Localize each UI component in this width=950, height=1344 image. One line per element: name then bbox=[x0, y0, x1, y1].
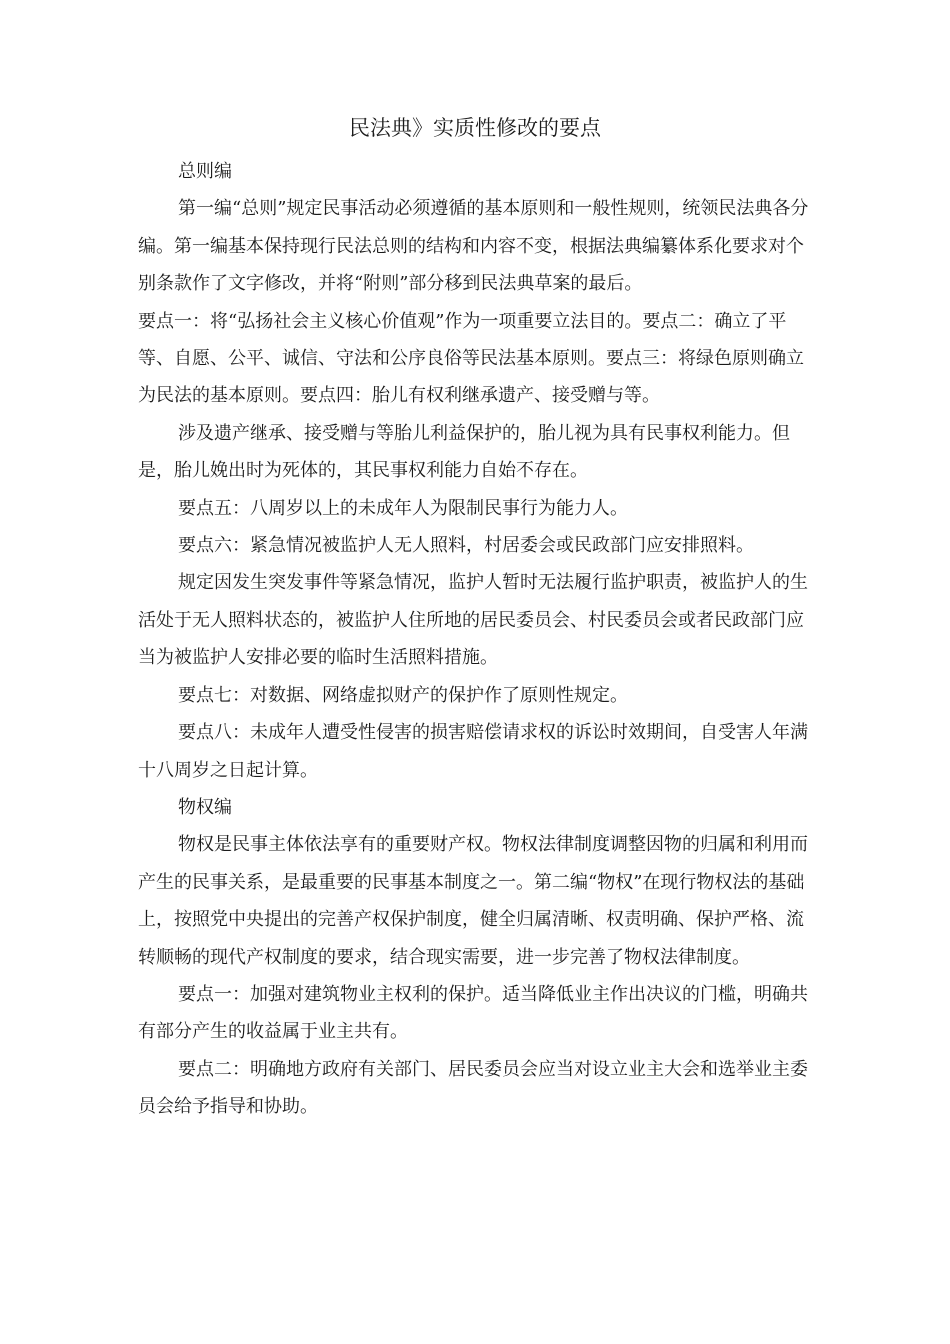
paragraph: 要点五：八周岁以上的未成年人为限制民事行为能力人。 bbox=[178, 497, 628, 519]
paragraph: 第一编“总则”规定民事活动必须遵循的基本原则和一般性规则，统领民法典各分编。第一编基本保持现行民法总则的结构和内容不变，根据法典编纂体系化要求对个别条款作了文字修改，并将“附则”部分移到民法典草案的最后。 bbox=[138, 198, 809, 295]
section-heading-property: 物权编 bbox=[178, 796, 232, 818]
paragraph: 物权是民事主体依法享有的重要财产权。物权法律制度调整因物的归属和利用而产生的民事关系，是最重要的民事基本制度之一。第二编“物权”在现行物权法的基础上，按照党中央提出的完善产权保护制度，健全归属清晰、权责明确、保护严格、流转顺畅的现代产权制度的要求，结合现实需要，进一步完善了物权法律制度。 bbox=[138, 834, 808, 968]
paragraph: 规定因发生突发事件等紧急情况，监护人暂时无法履行监护职责，被监护人的生活处于无人照料状态的，被监护人住所地的居民委员会、村民委员会或者民政部门应当为被监护人安排必要的临时生活照料措施。 bbox=[138, 572, 808, 669]
paragraph: 要点一：加强对建筑物业主权利的保护。适当降低业主作出决议的门槛，明确共有部分产生的收益属于业主共有。 bbox=[138, 983, 808, 1043]
document-title: 民法典》实质性修改的要点 bbox=[349, 116, 601, 140]
document-body bbox=[138, 153, 818, 1126]
paragraph: 要点六：紧急情况被监护人无人照料，村居委会或民政部门应安排照料。 bbox=[178, 535, 754, 557]
section-heading-general: 总则编 bbox=[178, 161, 232, 182]
paragraph: 要点七：对数据、网络虚拟财产的保护作了原则性规定。 bbox=[178, 684, 628, 706]
paragraph: 要点二：明确地方政府有关部门、居民委员会应当对设立业主大会和选举业主委员会给予指导和协助。 bbox=[138, 1058, 808, 1118]
paragraph: 要点八：未成年人遭受性侵害的损害赔偿请求权的诉讼时效期间，自受害人年满十八周岁之日起计算。 bbox=[138, 722, 808, 781]
paragraph: 要点一：将“弘扬社会主义核心价值观”作为一项重要立法目的。要点二：确立了平等、自愿、公平、诚信、守法和公序良俗等民法基本原则。要点三：将绿色原则确立为民法的基本原则。要点四：胎儿有权利继承遗产、接受赠与等。 bbox=[138, 310, 804, 407]
paragraph: 涉及遗产继承、接受赠与等胎儿利益保护的，胎儿视为具有民事权利能力。但是，胎儿娩出时为死体的，其民事权利能力自始不存在。 bbox=[138, 422, 790, 482]
